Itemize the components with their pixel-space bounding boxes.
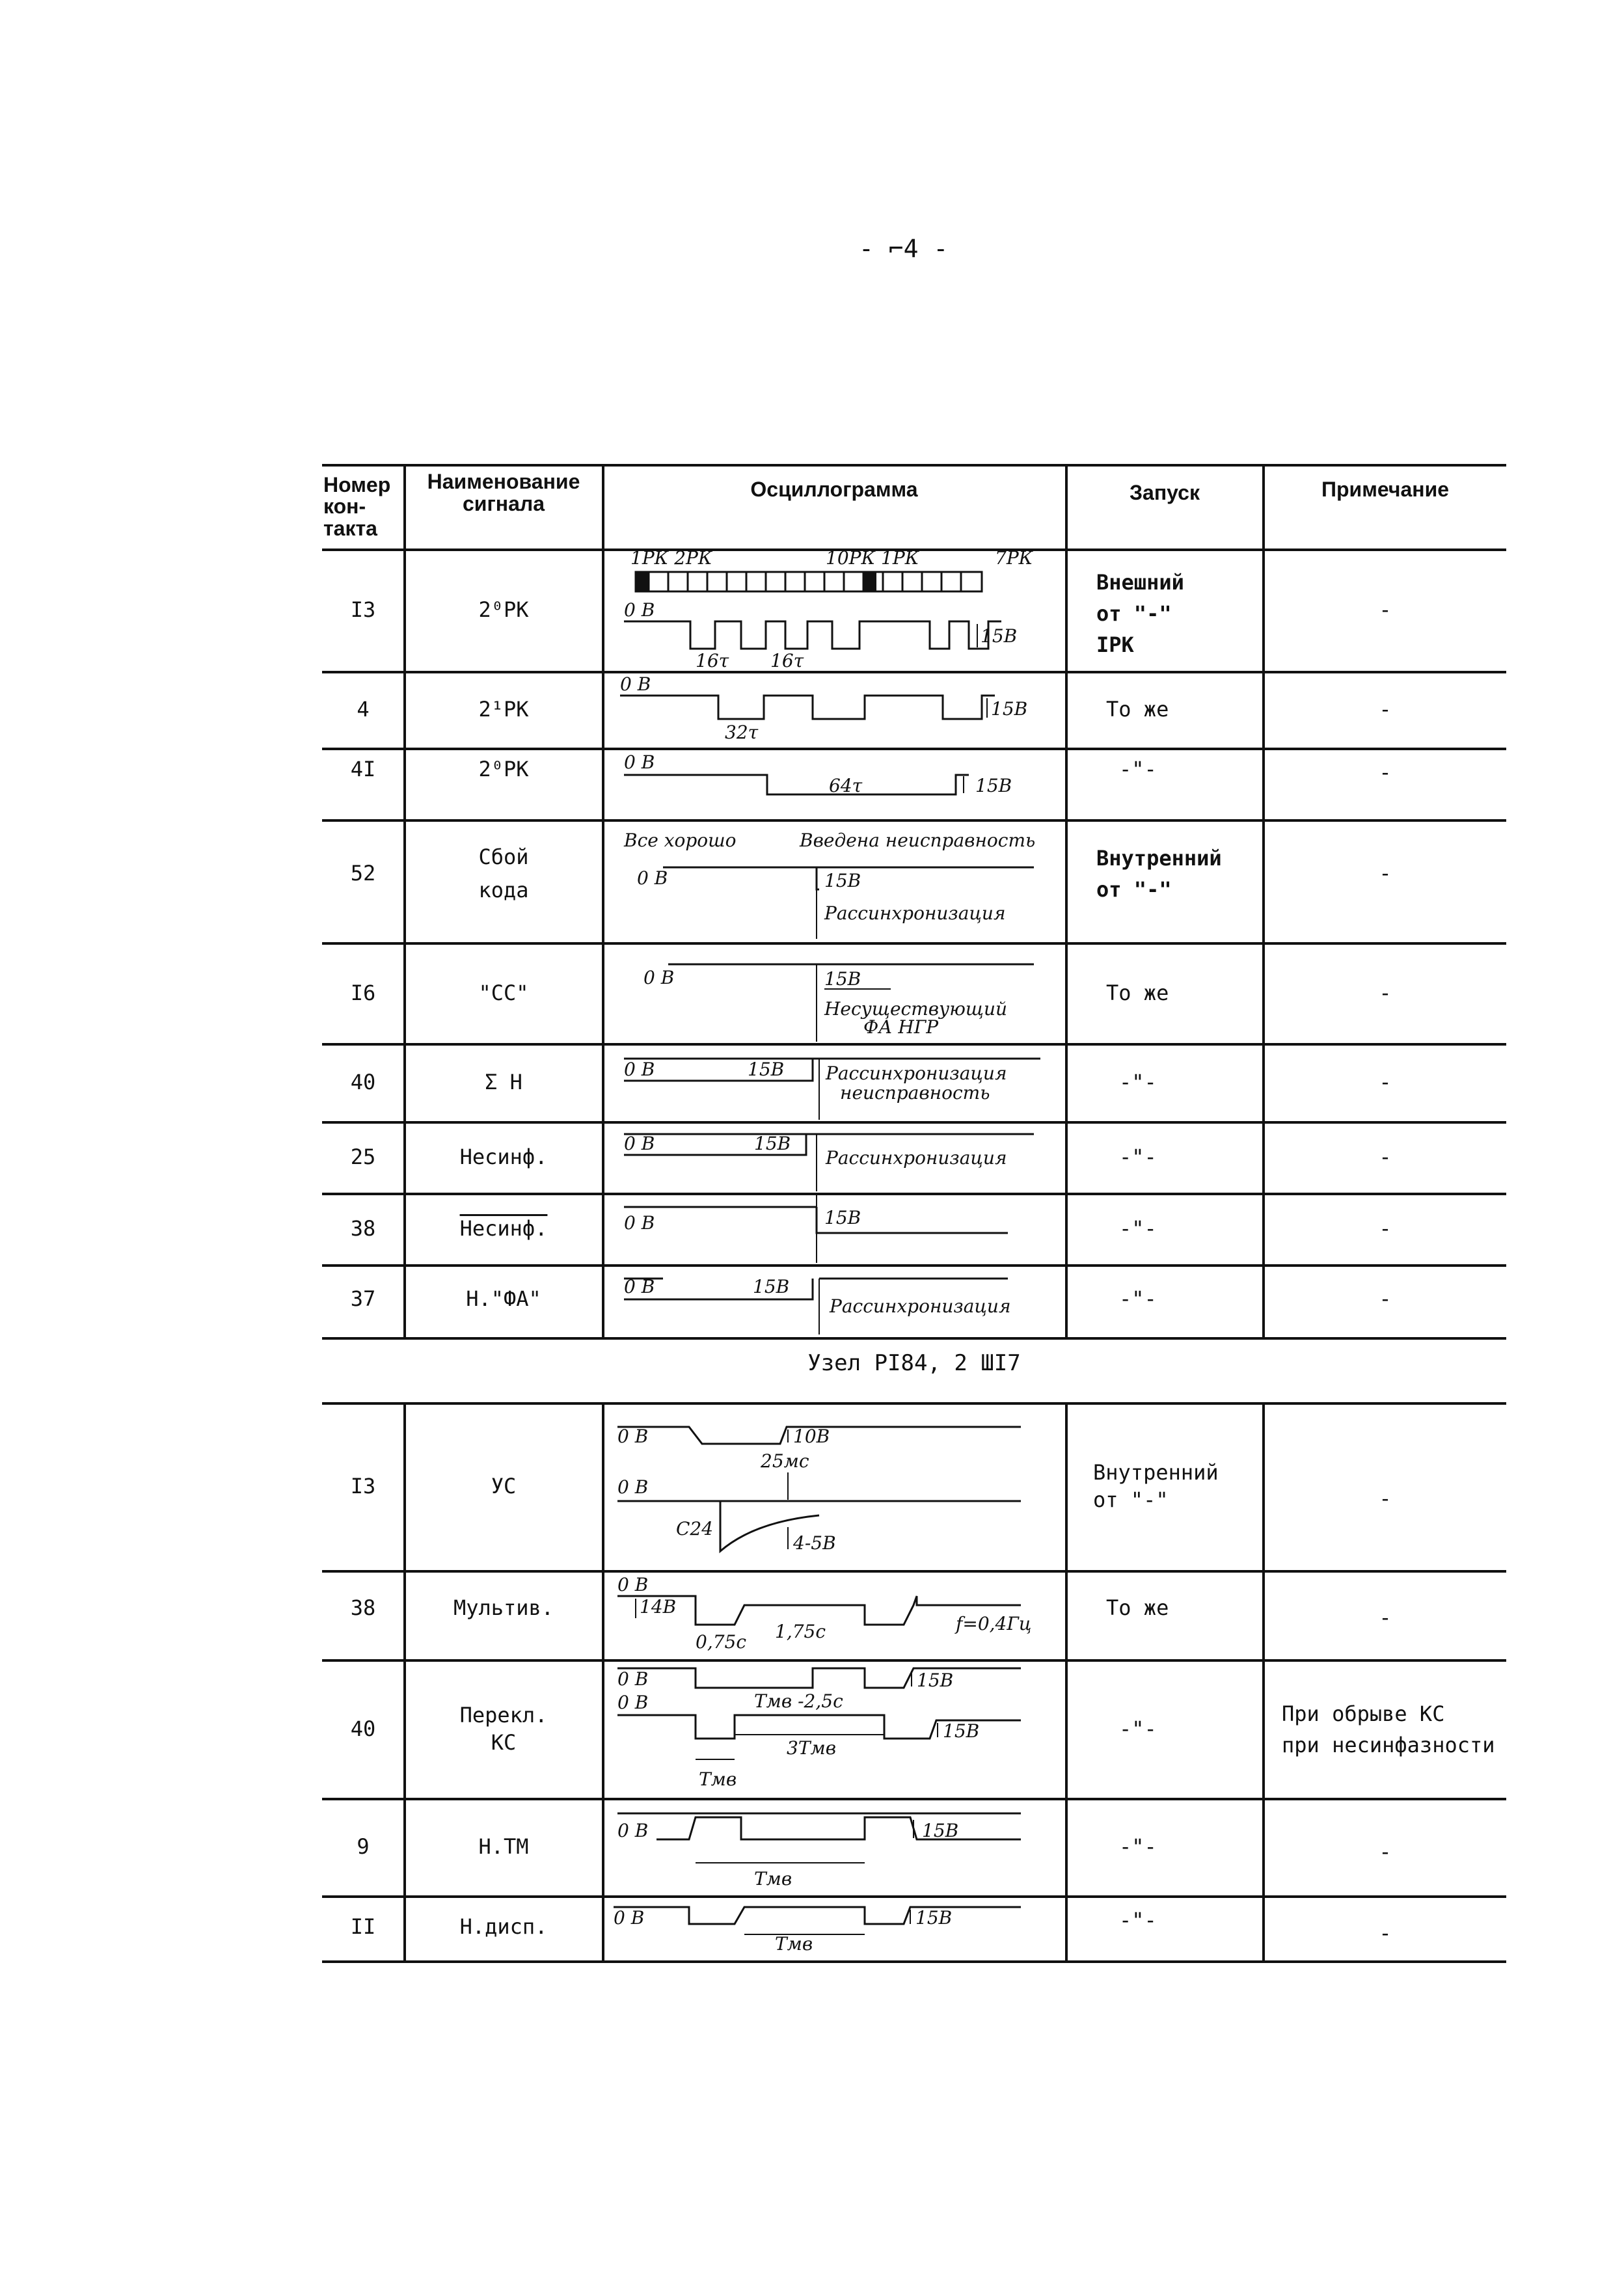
contact-number: 4I: [350, 757, 376, 782]
signal-name: 2⁰РК: [478, 757, 529, 782]
osc-zero: 0 В: [637, 867, 668, 889]
contact-number: I6: [350, 980, 376, 1005]
contact-number: I3: [350, 1474, 376, 1499]
launch-value: Внутренний от "-": [1093, 1460, 1219, 1512]
contact-number: 40: [350, 1070, 376, 1095]
signal-name: Σ Н: [485, 1070, 522, 1095]
osc-time: Тмв -2,5с: [754, 1690, 843, 1712]
header-signal: Наименование сигнала: [427, 470, 580, 515]
osc-note: Несуществующий: [824, 998, 1008, 1020]
note-value: При обрыве КС при несинфазности: [1282, 1701, 1495, 1757]
osc-time: Тмв: [754, 1868, 792, 1889]
launch-value: -"-: [1119, 1908, 1157, 1933]
osc-zero: 0 В: [624, 1133, 655, 1154]
contact-number: 40: [350, 1716, 376, 1741]
oscillogram-row-12: [604, 1800, 1060, 1894]
contact-number: 4: [357, 697, 370, 722]
signal-name: 2⁰РК: [478, 597, 529, 623]
page-number: - ⌐4 -: [859, 234, 949, 263]
note-value: -: [1379, 1839, 1392, 1865]
osc-zero: 0 В: [617, 1668, 649, 1690]
osc-amplitude: 15В: [824, 870, 861, 891]
oscillogram-row-10: [604, 1573, 1060, 1659]
osc-label: Введена неисправность: [800, 830, 1036, 851]
launch-value: -"-: [1119, 1834, 1157, 1860]
oscillogram-row-8: [604, 1267, 1060, 1334]
osc-capacitor: С24: [676, 1518, 714, 1539]
table-top-rule: [322, 464, 1506, 467]
header-oscillogram: Осциллограмма: [750, 478, 918, 502]
launch-value: -"-: [1119, 1216, 1157, 1241]
contact-number: I3: [350, 597, 376, 623]
osc-zero: 0 В: [624, 1276, 655, 1297]
table-bottom-rule: [322, 1337, 1506, 1340]
contact-number: 52: [350, 861, 376, 886]
contact-number: 25: [350, 1144, 376, 1170]
osc-time: Тмв: [775, 1933, 813, 1955]
note-value: -: [1379, 697, 1392, 722]
osc-time: 16τ: [770, 650, 804, 670]
contact-number: 38: [350, 1595, 376, 1621]
osc-zero: 0 В: [614, 1907, 645, 1929]
osc-zero: 0 В: [624, 599, 655, 621]
header-contact: Номер кон- такта: [323, 472, 391, 540]
oscillogram-row-0: [604, 551, 1060, 670]
signal-name: Перекл. КС: [459, 1702, 548, 1755]
osc-amplitude: 15В: [943, 1720, 980, 1742]
osc-note: Рассинхронизация: [826, 1147, 1007, 1169]
oscillogram-row-5: [604, 1046, 1060, 1120]
oscillogram-row-7: [604, 1195, 1060, 1263]
osc-note: Рассинхронизация: [826, 1063, 1007, 1084]
osc-label: 7РК: [995, 551, 1033, 569]
note-value: -: [1379, 1921, 1392, 1946]
note-value: -: [1379, 1486, 1392, 1511]
oscillogram-row-4: [604, 945, 1060, 1042]
note-value: -: [1379, 760, 1392, 785]
osc-amplitude: 15В: [922, 1820, 959, 1841]
osc-amplitude: 10В: [793, 1426, 830, 1447]
signal-name: Н."ФА": [466, 1286, 541, 1312]
contact-number: 9: [357, 1834, 370, 1860]
signal-name: "СС": [478, 980, 529, 1005]
note-value: -: [1379, 1605, 1392, 1631]
osc-amplitude: 15В: [754, 1133, 791, 1154]
launch-value: -"-: [1119, 1070, 1157, 1095]
osc-amplitude: 15В: [981, 625, 1018, 647]
osc-time: 32τ: [725, 722, 759, 743]
osc-zero: 0 В: [624, 1212, 655, 1234]
osc-amplitude: 15В: [991, 698, 1028, 720]
osc-note: неисправность: [840, 1082, 990, 1104]
oscillogram-row-3: [604, 822, 1060, 940]
osc-note: ФА НГР: [863, 1016, 939, 1038]
osc-amplitude: 15В: [915, 1907, 953, 1929]
signal-name: Несинф.: [459, 1144, 548, 1170]
osc-amplitude: 15В: [753, 1276, 790, 1297]
osc-zero: 0 В: [617, 1574, 649, 1595]
osc-time: 0,75с: [696, 1631, 747, 1653]
osc-note: Рассинхронизация: [824, 902, 1006, 924]
signal-name-overlined: Несинф.: [459, 1216, 548, 1241]
launch-value: -"-: [1119, 1286, 1157, 1312]
note-value: -: [1379, 980, 1392, 1005]
oscillogram-row-1: [604, 673, 1060, 746]
note-value: -: [1379, 1070, 1392, 1095]
oscillogram-row-6: [604, 1124, 1060, 1191]
launch-value: То же: [1106, 697, 1169, 722]
note-value: -: [1379, 597, 1392, 623]
signal-name: Н.дисп.: [459, 1914, 548, 1940]
launch-value: -"-: [1119, 1144, 1157, 1170]
column-rule: [1065, 464, 1068, 1337]
osc-zero: 0 В: [643, 967, 675, 988]
osc-time: 25мс: [761, 1450, 809, 1472]
osc-amplitude: 15В: [917, 1670, 954, 1691]
osc-zero: 0 В: [617, 1692, 649, 1713]
signal-name: Мультив.: [453, 1595, 554, 1621]
osc-zero: 0 В: [624, 1059, 655, 1080]
osc-zero: 0 В: [620, 673, 651, 695]
osc-zero: 0 В: [617, 1820, 649, 1841]
launch-value: То же: [1106, 980, 1169, 1005]
osc-time: 16τ: [696, 650, 729, 670]
note-value: -: [1379, 1144, 1392, 1170]
note-value: -: [1379, 861, 1392, 886]
osc-label: Все хорошо: [624, 830, 737, 851]
signal-name: Сбой кода: [478, 844, 529, 902]
oscillogram-row-2: [604, 750, 1060, 817]
signal-name: Н.ТМ: [478, 1834, 529, 1860]
signal-name: 2¹РК: [478, 697, 529, 722]
osc-frequency: f=0,4Гц: [956, 1613, 1032, 1634]
osc-amplitude: 15В: [824, 1207, 861, 1228]
note-value: -: [1379, 1216, 1392, 1241]
section-title: Узел PI84, 2 ШI7: [807, 1350, 1021, 1376]
header-launch: Запуск: [1130, 481, 1200, 505]
note-value: -: [1379, 1286, 1392, 1312]
osc-amplitude: 15В: [975, 775, 1012, 796]
osc-time: 1,75с: [775, 1621, 826, 1642]
launch-value: -"-: [1119, 1716, 1157, 1741]
oscillogram-row-11: [604, 1662, 1060, 1796]
oscillogram-row-9: [604, 1405, 1060, 1569]
launch-value: То же: [1106, 1595, 1169, 1621]
osc-amplitude: 15В: [824, 968, 861, 990]
osc-amplitude: 15В: [748, 1059, 785, 1080]
osc-note: Рассинхронизация: [830, 1295, 1011, 1317]
osc-time: 64τ: [829, 775, 863, 796]
signal-name: УС: [491, 1474, 517, 1499]
contact-number: 38: [350, 1216, 376, 1241]
oscillogram-row-13: [604, 1898, 1060, 1960]
osc-zero: 0 В: [624, 752, 655, 773]
osc-amplitude: 14В: [640, 1596, 677, 1618]
osc-zero: 0 В: [617, 1426, 649, 1447]
osc-label: 10РК 1РК: [826, 551, 919, 569]
contact-number: II: [350, 1914, 376, 1940]
launch-value: Внутренний от "-": [1096, 846, 1222, 902]
launch-value: Внешний от "-" IPK: [1096, 569, 1184, 657]
osc-label: 1РК 2РК: [630, 551, 712, 569]
signal-name: [406, 1195, 601, 1263]
osc-time: Тмв: [699, 1768, 737, 1790]
header-note: Примечание: [1321, 478, 1450, 502]
contact-number: 37: [350, 1286, 376, 1312]
osc-amplitude: 4-5В: [793, 1532, 836, 1554]
osc-zero: 0 В: [617, 1476, 649, 1498]
launch-value: -"-: [1119, 757, 1157, 782]
osc-time: 3Тмв: [787, 1737, 837, 1759]
column-rule: [1065, 1402, 1068, 1960]
